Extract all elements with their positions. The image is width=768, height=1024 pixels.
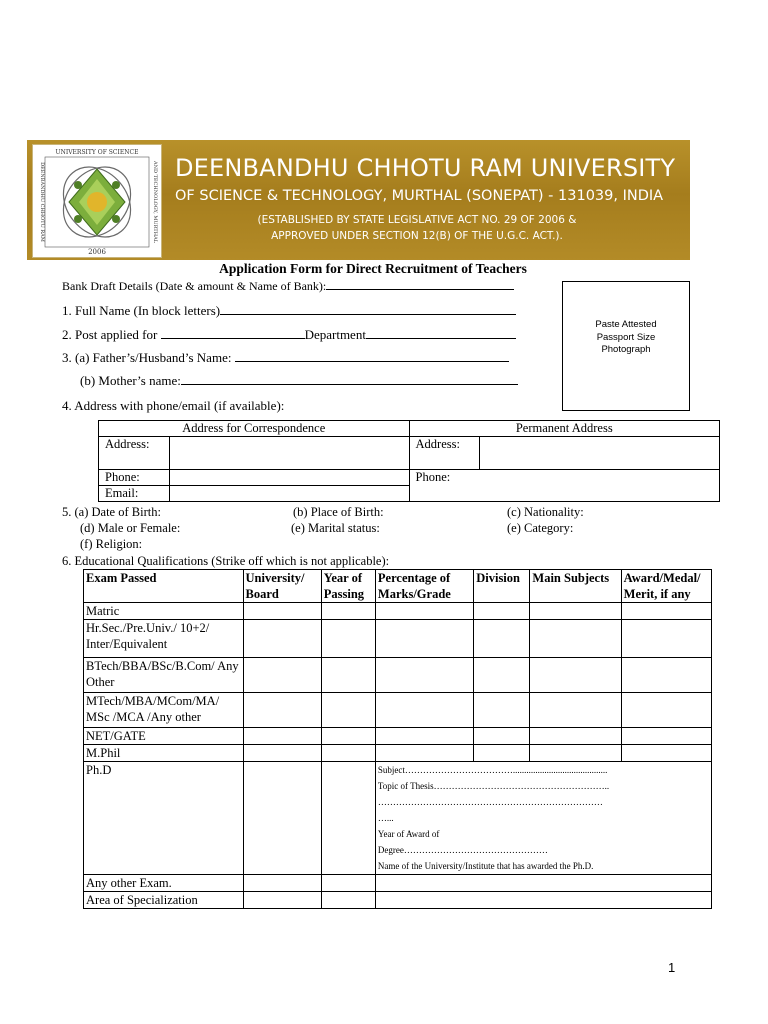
photo-line-3: Photograph	[601, 344, 651, 355]
mother-name-label: (b) Mother’s name:	[80, 373, 181, 388]
table-cell[interactable]	[530, 658, 621, 693]
table-cell[interactable]	[243, 728, 321, 745]
table-cell[interactable]	[474, 693, 530, 728]
father-name-field[interactable]	[235, 350, 509, 362]
nationality-label: (c) Nationality:	[507, 505, 584, 519]
photo-line-1: Paste Attested	[595, 319, 657, 330]
table-cell[interactable]	[243, 892, 321, 909]
photo-instructions	[563, 319, 689, 357]
department-field[interactable]	[366, 327, 516, 339]
education-heading: 6. Educational Qualifications (Strike off which is not applicable):	[62, 554, 390, 568]
phd-details-cell[interactable]	[375, 762, 711, 875]
photo-line-2: Passport Size	[596, 331, 656, 343]
exam-name-cell: MTech/MBA/MCom/MA/ MSc /MCA /Any other	[84, 693, 244, 728]
table-cell[interactable]	[243, 762, 321, 875]
university-logo	[32, 144, 162, 258]
table-cell[interactable]	[375, 603, 473, 620]
exam-name-cell: M.Phil	[84, 745, 244, 762]
correspondence-address-field[interactable]	[169, 437, 409, 470]
table-cell[interactable]	[243, 745, 321, 762]
table-cell[interactable]	[530, 620, 621, 658]
table-cell[interactable]	[530, 745, 621, 762]
table-cell[interactable]	[321, 603, 375, 620]
table-cell[interactable]	[530, 603, 621, 620]
table-cell[interactable]	[621, 620, 711, 658]
logo-year-text: 2006	[88, 248, 106, 256]
full-name-label: 1. Full Name (In block letters)	[62, 303, 221, 318]
table-cell[interactable]	[243, 620, 321, 658]
permanent-header: Permanent Address	[409, 421, 719, 437]
religion-label: (f) Religion:	[80, 537, 143, 551]
education-header-row	[84, 570, 712, 603]
table-cell[interactable]	[474, 728, 530, 745]
table-row	[84, 892, 712, 909]
bank-draft-label: Bank Draft Details (Date & amount & Name of Bank):	[62, 279, 327, 293]
table-cell[interactable]	[321, 658, 375, 693]
table-cell[interactable]	[530, 693, 621, 728]
date-of-birth-label: 5. (a) Date of Birth:	[62, 505, 161, 519]
phd-row	[84, 762, 712, 875]
table-cell[interactable]	[375, 892, 711, 909]
table-cell[interactable]	[243, 693, 321, 728]
phd-thesis-line: Topic of Thesis…………………………………………………..	[377, 781, 610, 791]
col-award: Award/Medal/ Merit, if any	[621, 570, 711, 603]
col-university: University/ Board	[243, 570, 321, 603]
table-cell[interactable]	[621, 693, 711, 728]
table-cell[interactable]	[375, 658, 473, 693]
col-subjects: Main Subjects	[530, 570, 621, 603]
education-table	[83, 569, 712, 909]
exam-name-cell: NET/GATE	[84, 728, 244, 745]
table-row	[84, 875, 712, 892]
university-title: DEENBANDHU CHHOTU RAM UNIVERSITY	[175, 154, 676, 182]
full-name-field[interactable]	[220, 303, 516, 315]
correspondence-email-label: Email:	[99, 486, 170, 502]
table-cell[interactable]	[375, 620, 473, 658]
phd-university-line: Name of the University/Institute that has awarded the Ph.D.	[377, 861, 594, 871]
mother-name-field[interactable]	[181, 373, 518, 385]
col-division: Division	[474, 570, 530, 603]
marital-status-label: (e) Marital status:	[291, 521, 380, 535]
post-applied-field[interactable]	[161, 327, 305, 339]
gender-label: (d) Male or Female:	[80, 521, 181, 535]
col-year: Year of Passing	[321, 570, 375, 603]
table-cell[interactable]	[621, 745, 711, 762]
table-cell[interactable]	[321, 745, 375, 762]
permanent-address-label: Address:	[409, 437, 480, 470]
table-row	[84, 728, 712, 745]
phd-thesis-continuation: …………………………………………………………………	[377, 797, 603, 807]
permanent-phone-label: Phone:	[415, 470, 451, 484]
table-cell[interactable]	[321, 693, 375, 728]
exam-name-cell: Hr.Sec./Pre.Univ./ 10+2/ Inter/Equivalent	[84, 620, 244, 658]
address-heading: 4. Address with phone/email (if available):	[62, 398, 285, 413]
logo-left-text: DEENBANDHU CHHOTU RAM	[39, 162, 45, 242]
page-number: 1	[668, 960, 676, 975]
bank-draft-field[interactable]	[326, 278, 514, 290]
table-cell[interactable]	[321, 620, 375, 658]
table-cell[interactable]	[621, 728, 711, 745]
table-cell[interactable]	[243, 603, 321, 620]
table-cell[interactable]	[243, 658, 321, 693]
table-cell[interactable]	[375, 693, 473, 728]
table-row	[84, 620, 712, 658]
table-cell[interactable]	[243, 875, 321, 892]
father-name-label: 3. (a) Father’s/Husband’s Name:	[62, 350, 232, 365]
exam-name-cell: Ph.D	[84, 762, 244, 875]
table-cell[interactable]	[474, 745, 530, 762]
col-percentage: Percentage of Marks/Grade	[375, 570, 473, 603]
category-label: (e) Category:	[507, 521, 574, 535]
mother-name-row	[80, 373, 518, 389]
exam-name-cell: Matric	[84, 603, 244, 620]
exam-name-cell: Area of Specialization	[84, 892, 244, 909]
correspondence-phone-label: Phone:	[99, 470, 170, 486]
table-cell[interactable]	[621, 603, 711, 620]
table-row	[84, 658, 712, 693]
table-cell[interactable]	[621, 658, 711, 693]
correspondence-address-label: Address:	[99, 437, 170, 470]
table-cell[interactable]	[474, 603, 530, 620]
permanent-phone-cell[interactable]	[409, 470, 719, 502]
table-row	[84, 603, 712, 620]
table-cell[interactable]	[321, 762, 375, 875]
phd-degree-line: Degree…………………………………………	[377, 845, 548, 855]
full-name-row	[62, 303, 516, 319]
post-applied-row	[62, 327, 516, 343]
phd-thesis-continuation-2: …...	[377, 813, 394, 823]
table-cell[interactable]	[530, 728, 621, 745]
table-cell[interactable]	[321, 892, 375, 909]
col-exam-passed: Exam Passed	[84, 570, 244, 603]
post-applied-label: 2. Post applied for	[62, 327, 161, 342]
father-name-row	[62, 350, 509, 366]
permanent-address-field[interactable]	[480, 437, 720, 470]
phd-year-label: Year of Award of	[377, 829, 440, 839]
department-label: Department	[304, 327, 366, 342]
photo-box[interactable]	[562, 281, 690, 411]
table-row	[84, 745, 712, 762]
established-line-2: APPROVED UNDER SECTION 12(B) OF THE U.G.C. ACT.).	[271, 230, 563, 242]
table-cell[interactable]	[474, 658, 530, 693]
exam-name-cell: Any other Exam.	[84, 875, 244, 892]
exam-name-cell: BTech/BBA/BSc/B.Com/ Any Other	[84, 658, 244, 693]
table-cell[interactable]	[321, 728, 375, 745]
established-line-1: (ESTABLISHED BY STATE LEGISLATIVE ACT NO. 29 OF 2006 &	[257, 214, 577, 226]
place-of-birth-label: (b) Place of Birth:	[293, 505, 384, 519]
table-cell[interactable]	[375, 875, 711, 892]
table-row	[84, 693, 712, 728]
phd-subject-line: Subject………………………………..........................................	[377, 765, 608, 775]
bank-draft-row	[62, 278, 514, 294]
correspondence-header: Address for Correspondence	[99, 421, 410, 437]
table-cell[interactable]	[375, 745, 473, 762]
table-cell[interactable]	[321, 875, 375, 892]
correspondence-email-field[interactable]	[169, 486, 409, 502]
table-cell[interactable]	[375, 728, 473, 745]
logo-right-text: AND TECHNOLOGY, MURTHAL	[152, 160, 158, 244]
table-cell[interactable]	[474, 620, 530, 658]
university-banner	[27, 140, 690, 260]
address-table	[98, 420, 720, 502]
correspondence-phone-field[interactable]	[169, 470, 409, 486]
logo-top-text: UNIVERSITY OF SCIENCE	[55, 149, 139, 156]
form-title: Application Form for Direct Recruitment of Teachers	[219, 261, 527, 276]
university-subtitle: OF SCIENCE & TECHNOLOGY, MURTHAL (SONEPAT) - 131039, INDIA	[175, 188, 664, 204]
